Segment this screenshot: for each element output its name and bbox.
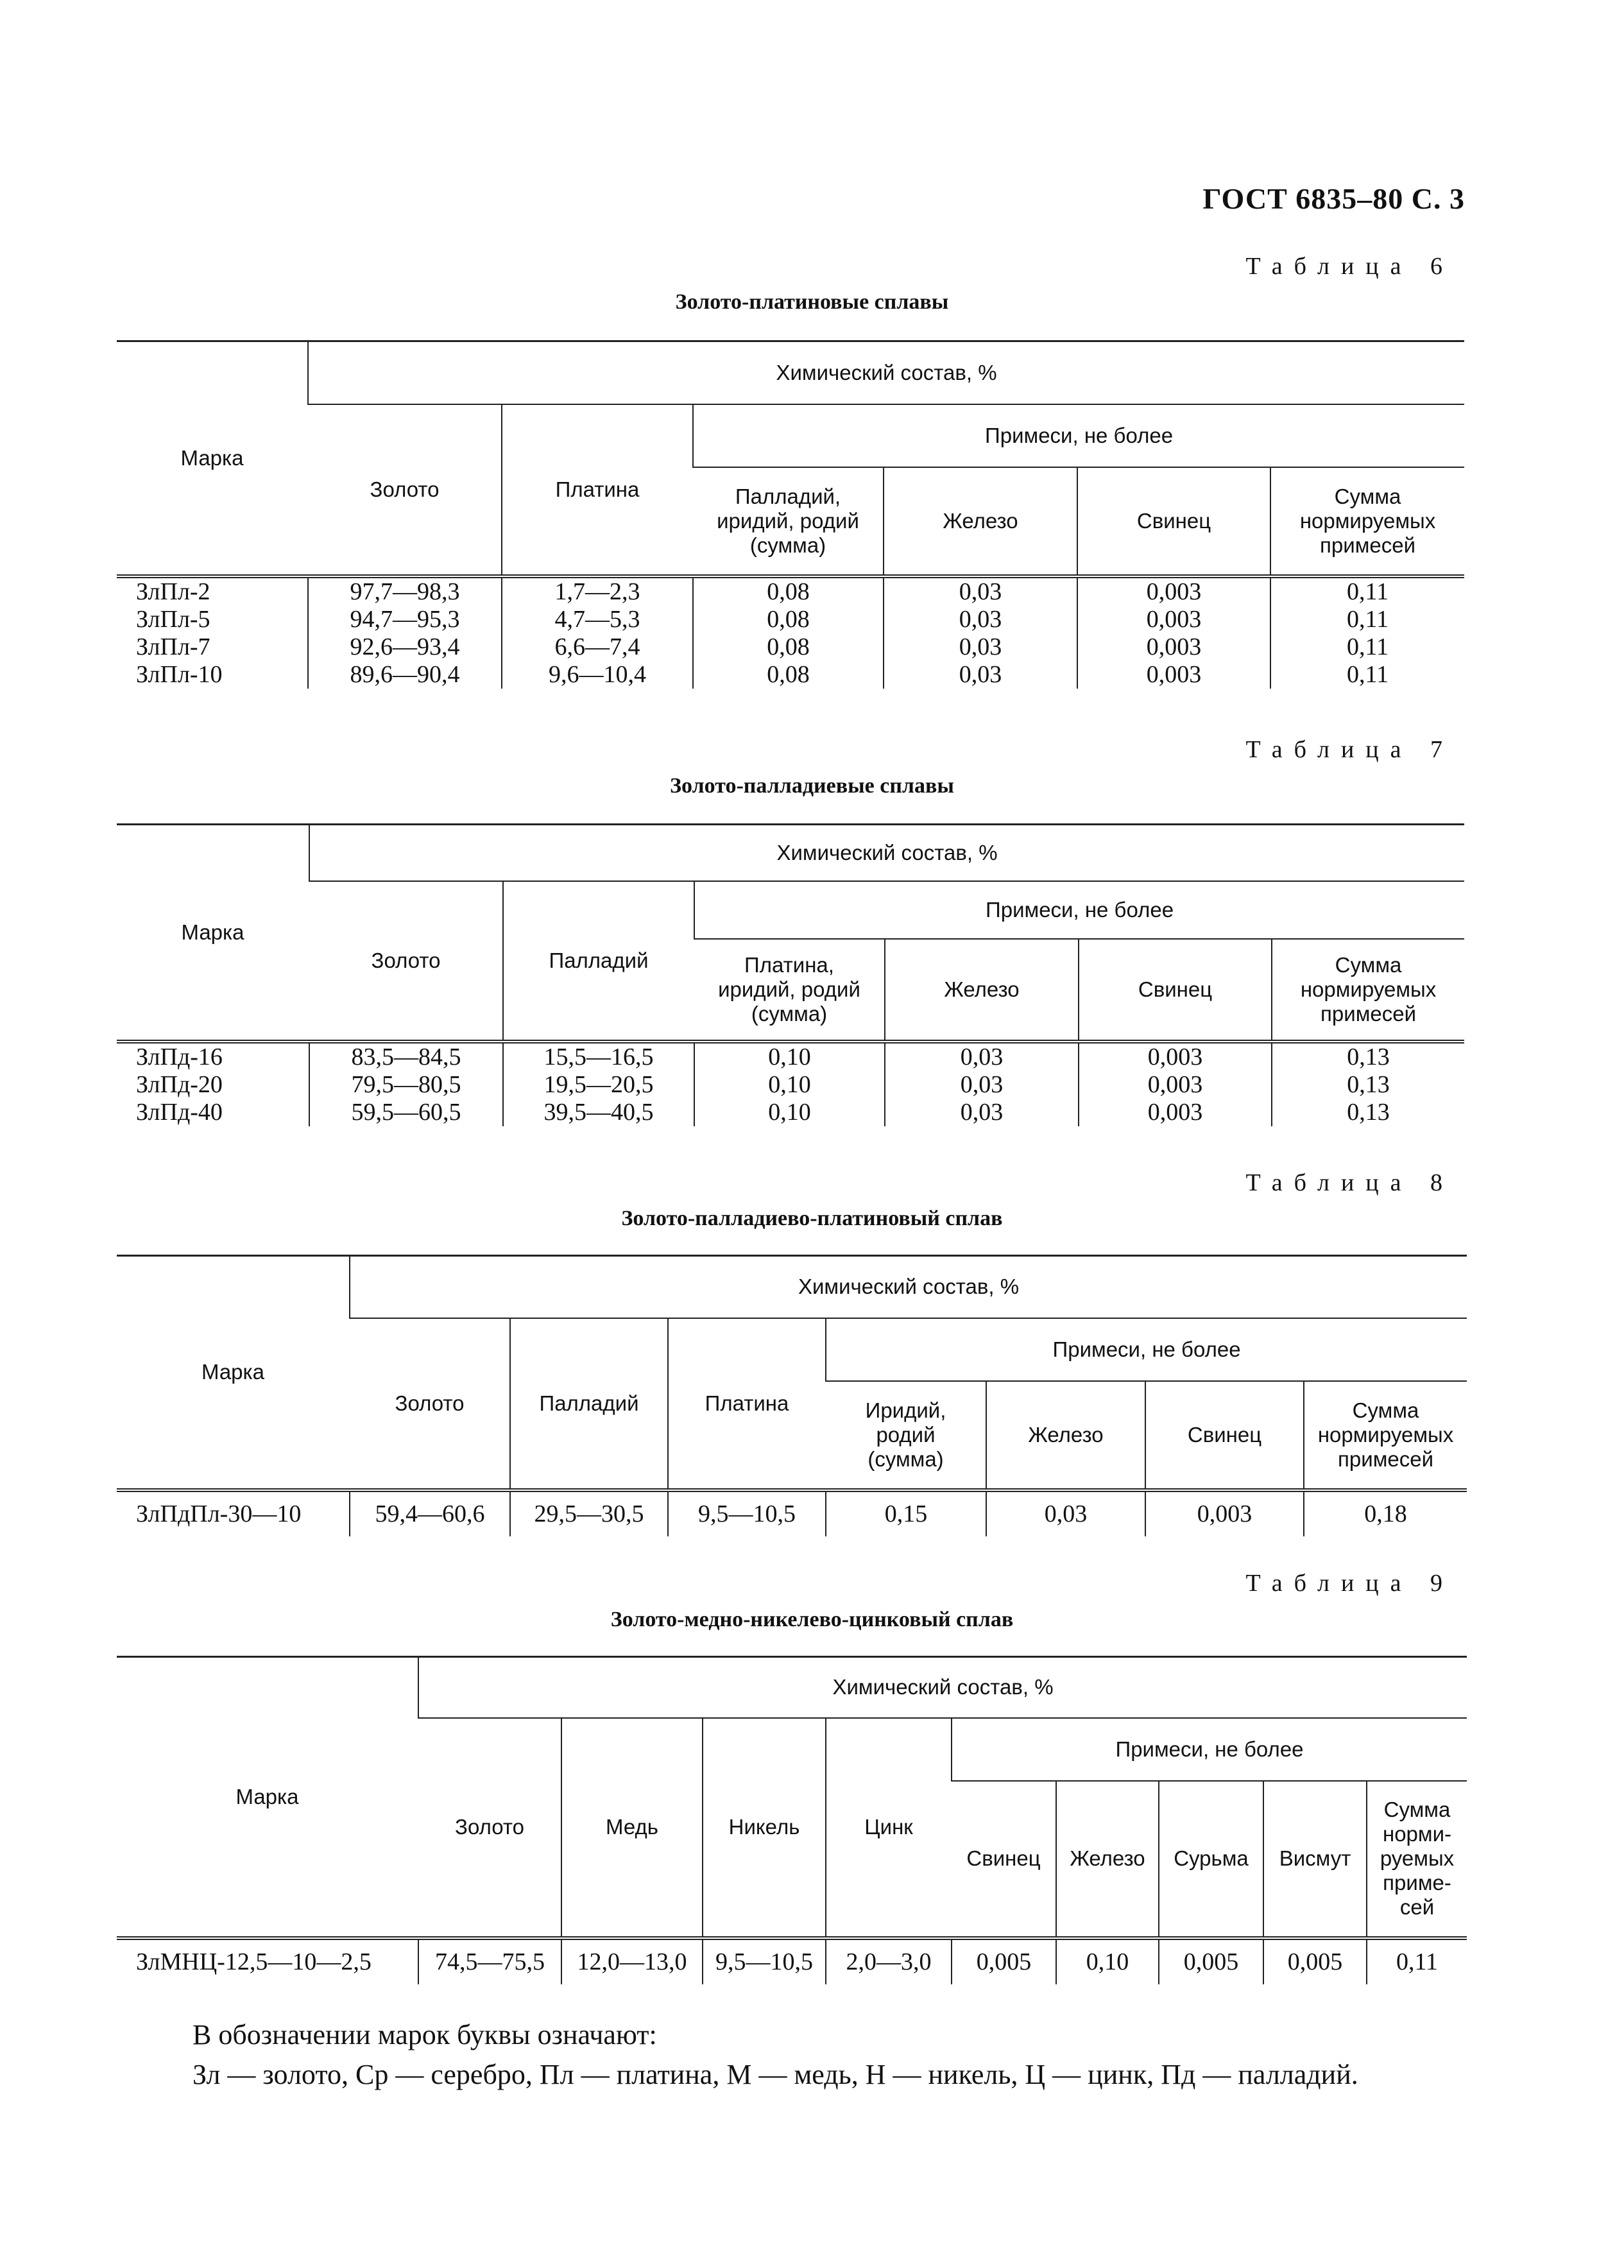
cell: 0,03 0,03 0,03 0,03: [884, 576, 1077, 689]
table-8-title: Золото-палладиево-платиновый сплав: [621, 1207, 1003, 1230]
cell: 2,0—3,0: [826, 1938, 952, 1984]
cell: 0,13 0,13 0,13: [1272, 1042, 1464, 1126]
impurity-header: Сумма нормируемых примесей: [1272, 939, 1464, 1042]
cell: 0,003: [1145, 1490, 1304, 1536]
table-row: [117, 1938, 1467, 1984]
impurity-header: Иридий, родий (сумма): [826, 1381, 986, 1490]
impurity-header: Свинец: [1079, 939, 1272, 1042]
gold-header: Золото: [309, 881, 503, 1042]
impurities-header: Примеси, не более: [826, 1318, 1467, 1381]
impurities-header: Примеси, не более: [952, 1718, 1467, 1781]
table-8-number: Таблица 8: [1245, 1169, 1454, 1196]
nickel-header: Никель: [703, 1718, 826, 1938]
marka-header: Марка: [117, 1256, 350, 1490]
cell: 0,18: [1304, 1490, 1467, 1536]
cell: 0,03: [986, 1490, 1145, 1536]
cell: 97,7—98,3 94,7—95,3 92,6—93,4 89,6—90,4: [308, 576, 502, 689]
table-6-number: Таблица 6: [1245, 253, 1454, 280]
chem-composition-header: Химический состав, %: [308, 341, 1464, 404]
cell: 15,5—16,5 19,5—20,5 39,5—40,5: [503, 1042, 694, 1126]
cell: 12,0—13,0: [561, 1938, 703, 1984]
cell: ЗлПл-2 ЗлПл-5 ЗлПл-7 ЗлПл-10: [136, 578, 223, 688]
table-9-title: Золото-медно-никелево-цинковый сплав: [610, 1608, 1014, 1631]
impurity-header: Сурьма: [1159, 1781, 1263, 1938]
table-9: [117, 1656, 1467, 1984]
table-6: [117, 340, 1464, 689]
gold-header: Золото: [350, 1318, 510, 1490]
impurity-header: Палладий, иридий, родий (сумма): [693, 467, 884, 576]
cell: 0,005: [1159, 1938, 1263, 1984]
cell: 29,5—30,5: [510, 1490, 668, 1536]
gold-header: Золото: [308, 404, 502, 576]
impurity-header: Свинец: [1145, 1381, 1304, 1490]
table-6-title: Золото-платиновые сплавы: [675, 290, 949, 314]
table-7-title: Золото-палладиевые сплавы: [670, 774, 954, 798]
impurity-header: Железо: [1056, 1781, 1159, 1938]
impurity-header: Свинец: [1077, 467, 1270, 576]
impurity-header: Железо: [885, 939, 1079, 1042]
palladium-header: Палладий: [510, 1318, 668, 1490]
impurity-header: Железо: [986, 1381, 1145, 1490]
cell: ЗлПд-16 ЗлПд-20 ЗлПд-40: [136, 1043, 223, 1126]
chem-composition-header: Химический состав, %: [350, 1256, 1467, 1318]
cell: 0,11: [1367, 1938, 1467, 1984]
cell: 0,005: [1263, 1938, 1367, 1984]
impurity-header: Железо: [884, 467, 1077, 576]
copper-header: Медь: [561, 1718, 703, 1938]
impurity-header: Свинец: [952, 1781, 1056, 1938]
zinc-header: Цинк: [826, 1718, 952, 1938]
impurity-header: Сумма нормируемых примесей: [1304, 1381, 1467, 1490]
cell: 0,11 0,11 0,11 0,11: [1270, 576, 1464, 689]
designation-notes: [192, 2015, 1358, 2095]
palladium-header: Палладий: [503, 881, 694, 1042]
table-row: [117, 1490, 1467, 1536]
cell: 1,7—2,3 4,7—5,3 6,6—7,4 9,6—10,4: [502, 576, 693, 689]
table-row: [117, 1042, 1464, 1126]
cell: 59,4—60,6: [350, 1490, 510, 1536]
impurities-header: Примеси, не более: [693, 404, 1464, 467]
cell: 0,003 0,003 0,003 0,003: [1077, 576, 1270, 689]
platinum-header: Платина: [502, 404, 693, 576]
platinum-header: Платина: [668, 1318, 826, 1490]
cell: 74,5—75,5: [418, 1938, 561, 1984]
cell: 0,10 0,10 0,10: [694, 1042, 885, 1126]
impurity-header: Сумма норми- руемых приме- сей: [1367, 1781, 1467, 1938]
notes-line-2: Зл — золото, Ср — серебро, Пл — платина, М — медь, Н — никель, Ц — цинк, Пд — палладий.: [192, 2059, 1358, 2090]
cell: ЗлПдПл-30—10: [136, 1500, 302, 1527]
notes-line-1: В обозначении марок буквы означают:: [192, 2019, 657, 2050]
page-header: ГОСТ 6835–80 С. 3: [1202, 182, 1465, 215]
marka-header: Марка: [117, 1657, 418, 1938]
table-7-number: Таблица 7: [1245, 736, 1454, 763]
gold-header: Золото: [418, 1718, 561, 1938]
cell: 9,5—10,5: [703, 1938, 826, 1984]
table-row: [117, 576, 1464, 689]
chem-composition-header: Химический состав, %: [418, 1657, 1467, 1718]
impurities-header: Примеси, не более: [694, 881, 1464, 939]
impurity-header: Платина, иридий, родий (сумма): [694, 939, 885, 1042]
chem-composition-header: Химический состав, %: [309, 825, 1464, 881]
cell: 83,5—84,5 79,5—80,5 59,5—60,5: [309, 1042, 503, 1126]
cell: 0,003 0,003 0,003: [1079, 1042, 1272, 1126]
cell: ЗлМНЦ-12,5—10—2,5: [136, 1948, 372, 1975]
cell: 0,15: [826, 1490, 986, 1536]
marka-header: Марка: [117, 825, 309, 1042]
cell: 0,10: [1056, 1938, 1159, 1984]
impurity-header: Сумма нормируемых примесей: [1270, 467, 1464, 576]
cell: 0,03 0,03 0,03: [885, 1042, 1079, 1126]
cell: 0,005: [952, 1938, 1056, 1984]
marka-header: Марка: [117, 341, 308, 576]
table-7: [117, 823, 1464, 1126]
cell: 0,08 0,08 0,08 0,08: [693, 576, 884, 689]
table-9-number: Таблица 9: [1245, 1570, 1454, 1597]
cell: 9,5—10,5: [668, 1490, 826, 1536]
impurity-header: Висмут: [1263, 1781, 1367, 1938]
table-8: [117, 1255, 1467, 1536]
